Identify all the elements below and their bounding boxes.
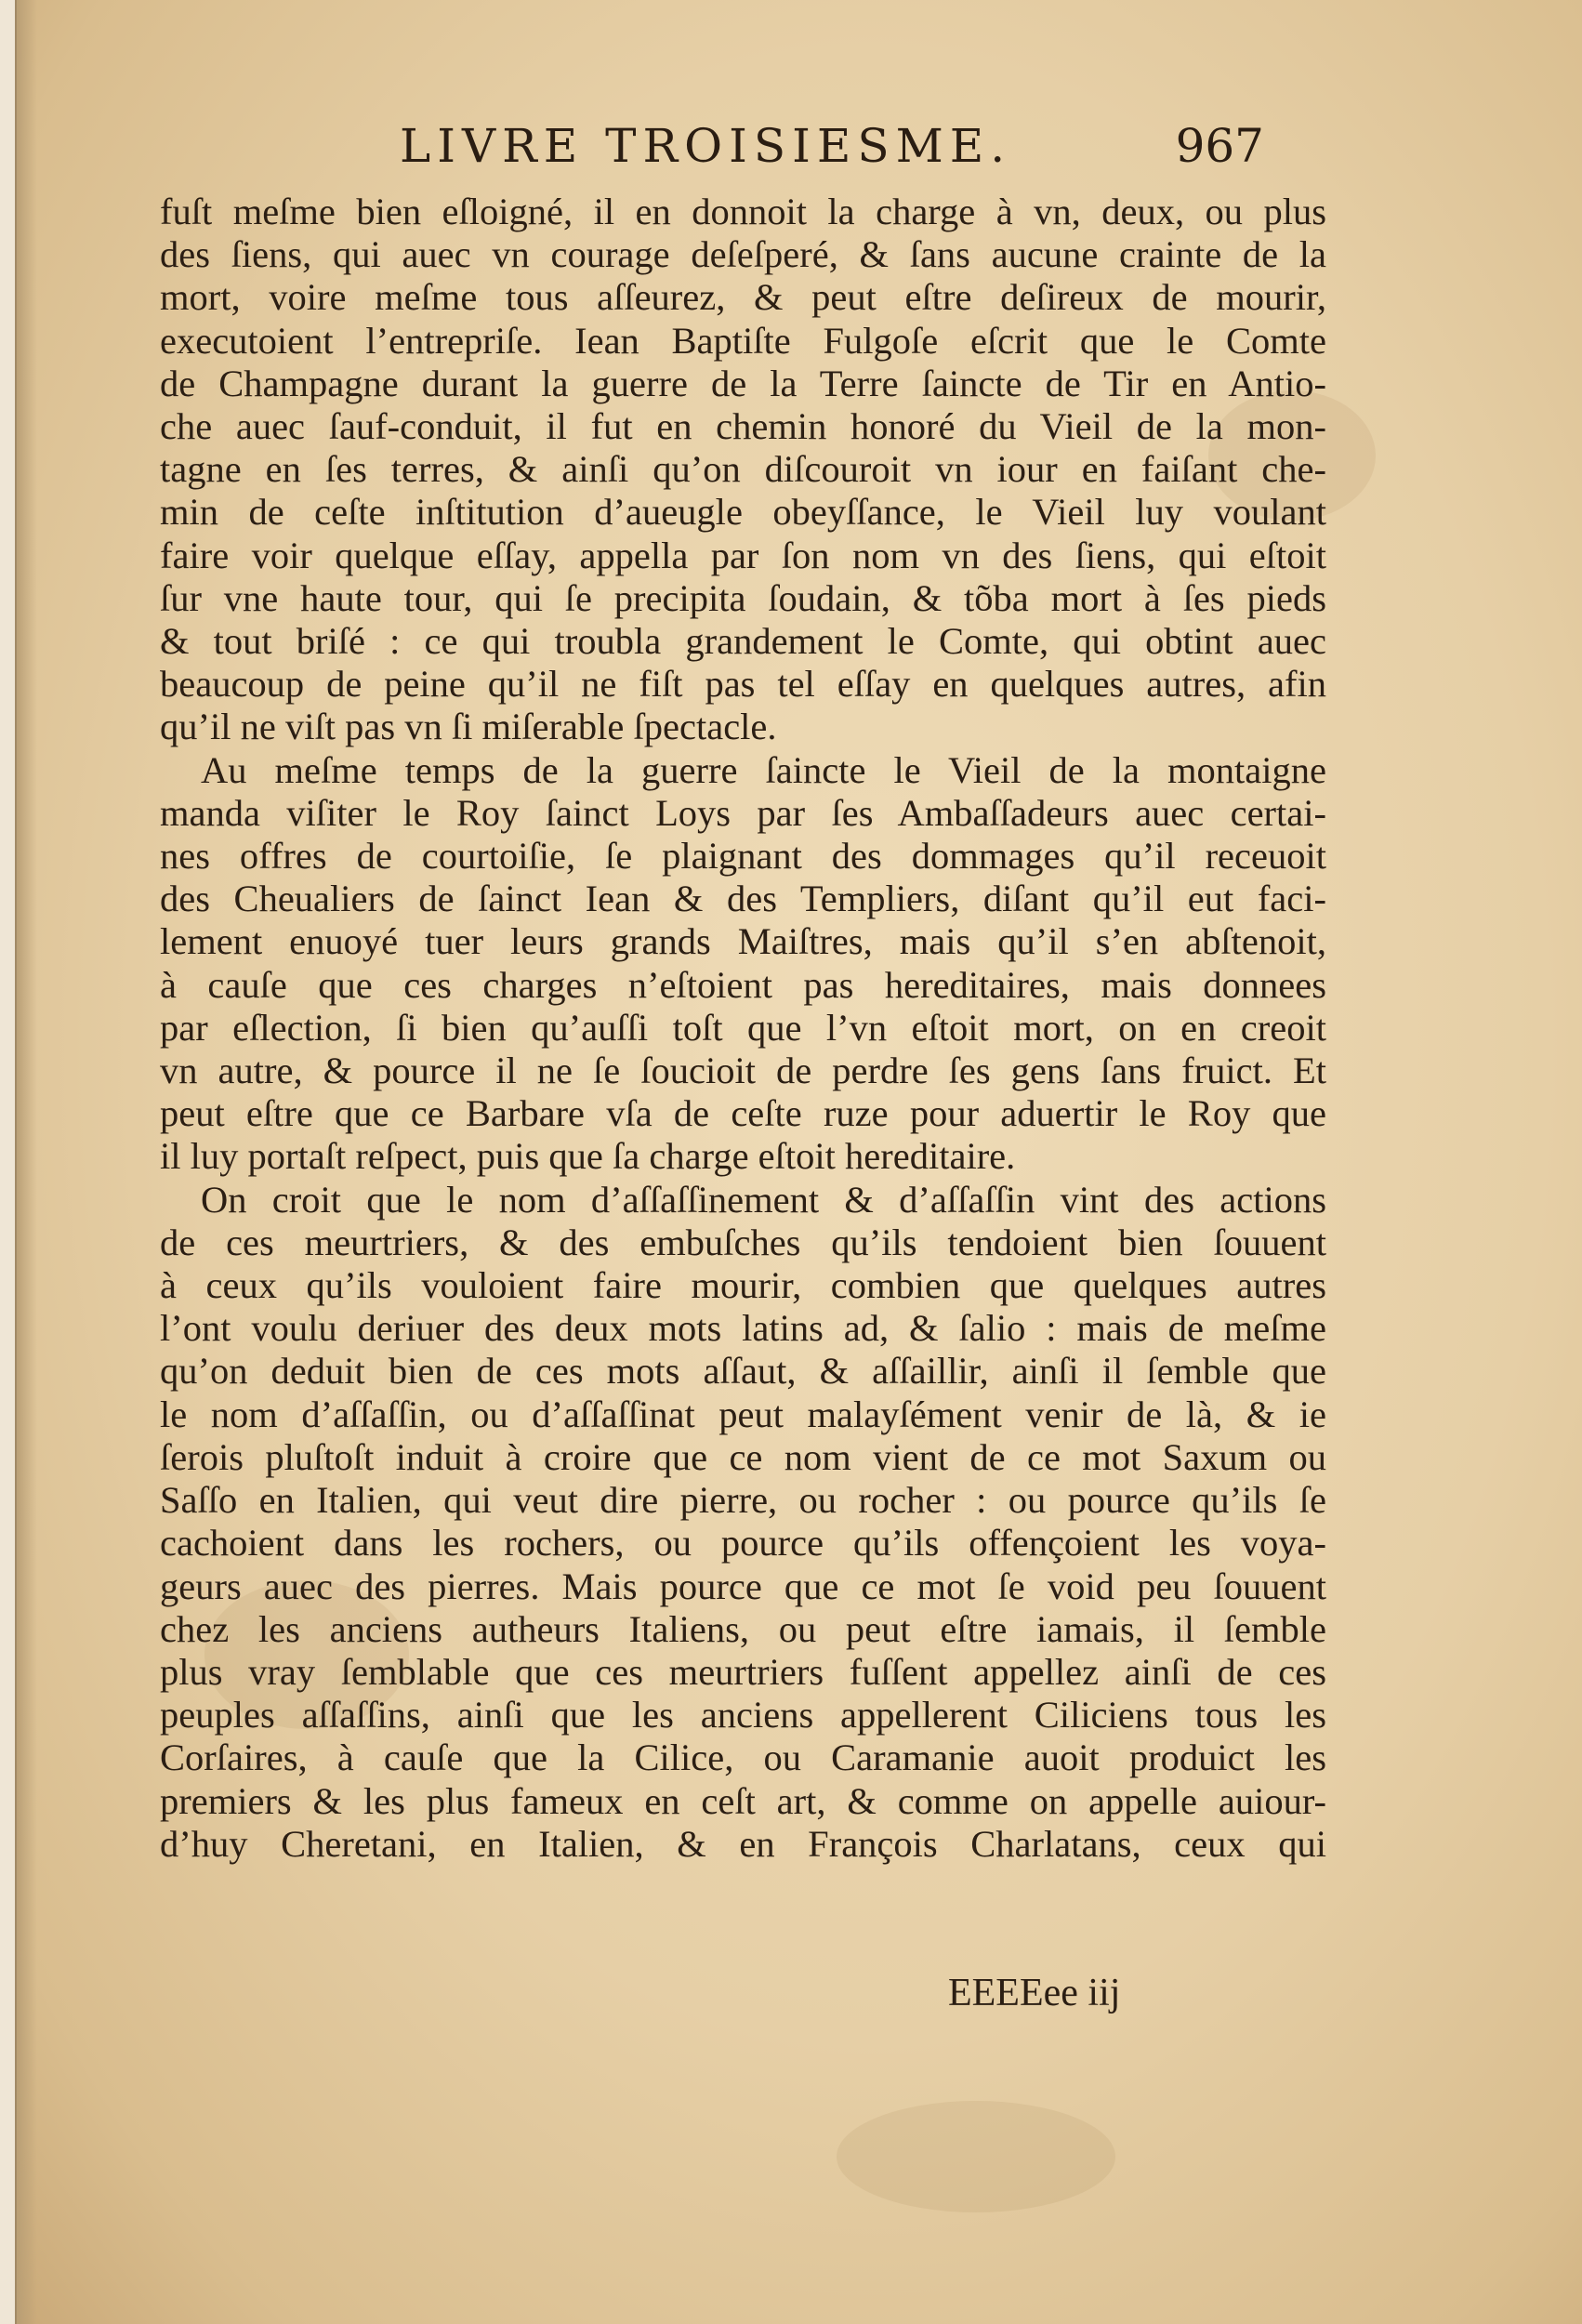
text-line: chez les anciens autheurs Italiens, ou peut eſtre iamais, il ſemble xyxy=(160,1607,1326,1650)
text-line: Corſaires, à cauſe que la Cilice, ou Caramanie auoit produict les xyxy=(160,1736,1326,1779)
text-line: lement enuoyé tuer leurs grands Maiſtres, mais qu’il s’en abſtenoit, xyxy=(160,920,1326,963)
text-line: Saſſo en Italien, qui veut dire pierre, ou rocher : ou pource qu’ils ſe xyxy=(160,1479,1326,1522)
text-line: On croit que le nom d’aſſaſſinement & d’aſſaſſin vint des actions xyxy=(201,1178,1326,1221)
text-line: plus vray ſemblable que ces meurtriers fuſſent appellez ainſi de ces xyxy=(160,1650,1326,1693)
text-line: faire voir quelque eſſay, appella par ſon nom vn des ſiens, qui eſtoit xyxy=(160,534,1326,576)
text-line: peut eſtre que ce Barbare vſa de ceſte ruze pour aduertir le Roy que xyxy=(160,1092,1326,1135)
text-line: qu’il ne viſt pas vn ſi miſerable ſpectacle. xyxy=(160,706,777,748)
text-line: il luy portaſt reſpect, puis que ſa charge eſtoit hereditaire. xyxy=(160,1135,1016,1178)
text-line: mort, voire meſme tous aſſeurez, & peut eſtre deſireux de mourir, xyxy=(160,276,1326,319)
text-line: à cauſe que ces charges n’eſtoient pas hereditaires, mais donnees xyxy=(160,963,1326,1006)
text-line: des Cheualiers de ſainct Iean & des Templiers, diſant qu’il eut faci- xyxy=(160,878,1326,920)
text-line: tagne en ſes terres, & ainſi qu’on diſcouroit vn iour en faiſant che- xyxy=(160,448,1326,491)
page-header xyxy=(167,119,1320,184)
text-line: min de ceſte inſtitution d’aueugle obeyſſance, le Vieil luy voulant xyxy=(160,491,1326,534)
text-line: vn autre, & pource il ne ſe ſoucioit de perdre ſes gens ſans fruict. Et xyxy=(160,1050,1326,1092)
text-line: beaucoup de peine qu’il ne fiſt pas tel eſſay en quelques autres, afin xyxy=(160,663,1326,706)
text-line: d’huy Cheretani, en Italien, & en François Charlatans, ceux qui xyxy=(160,1822,1326,1865)
text-line: à ceux qu’ils vouloient faire mourir, combien que quelques autres xyxy=(160,1264,1326,1307)
text-line: qu’on deduit bien de ces mots aſſaut, & aſſaillir, ainſi il ſemble que xyxy=(160,1350,1326,1393)
text-line: ſerois pluſtoſt induit à croire que ce nom vient de ce mot Saxum ou xyxy=(160,1435,1326,1478)
text-line: peuples aſſaſſins, ainſi que les anciens appellerent Ciliciens tous les xyxy=(160,1694,1326,1736)
text-line: Au meſme temps de la guerre ſaincte le Vieil de la montaigne xyxy=(201,748,1326,791)
text-line: manda viſiter le Roy ſainct Loys par ſes Ambaſſadeurs auec certai- xyxy=(160,791,1326,834)
signature-mark: EEEEee iij xyxy=(948,1972,1121,2014)
text-line: executoient l’entrepriſe. Iean Baptiſte Fulgoſe eſcrit que le Comte xyxy=(160,319,1326,362)
text-line: par eſlection, ſi bien qu’auſſi toſt que l’vn eſtoit mort, on en creoit xyxy=(160,1006,1326,1049)
text-line: de ces meurtriers, & des embuſches qu’ils tendoient bien ſouuent xyxy=(160,1221,1326,1263)
text-line: geurs auec des pierres. Mais pource que ce mot ſe void peu ſouuent xyxy=(160,1565,1326,1607)
text-line: cachoient dans les rochers, ou pource qu’ils offençoient les voya- xyxy=(160,1522,1326,1565)
text-line: fuſt meſme bien eſloigné, il en donnoit la charge à vn, deux, ou plus xyxy=(160,191,1326,232)
text-line: de Champagne durant la guerre de la Terre ſaincte de Tir en Antio- xyxy=(160,362,1326,404)
page-number: 967 xyxy=(1175,119,1264,173)
page-left-edge xyxy=(0,0,17,2324)
running-head: LIVRE TROISIESME. xyxy=(400,119,1012,173)
body-text xyxy=(160,191,1326,1866)
text-line: premiers & les plus fameux en ceſt art, & comme on appelle auiour- xyxy=(160,1779,1326,1822)
text-line: le nom d’aſſaſſin, ou d’aſſaſſinat peut malayſément venir de là, & ie xyxy=(160,1393,1326,1435)
text-line: nes offres de courtoiſie, ſe plaignant des dommages qu’il receuoit xyxy=(160,835,1326,878)
paper-stain xyxy=(837,2101,1115,2212)
text-line: l’ont voulu deriuer des deux mots latins ad, & ſalio : mais de meſme xyxy=(160,1307,1326,1350)
text-line: & tout briſé : ce qui troubla grandement le Comte, qui obtint auec xyxy=(160,620,1326,663)
text-line: che auec ſauf-conduit, il fut en chemin honoré du Vieil de la mon- xyxy=(160,405,1326,448)
text-line: des ſiens, qui auec vn courage deſeſperé, & ſans aucune crainte de la xyxy=(160,233,1326,276)
text-line: ſur vne haute tour, qui ſe precipita ſoudain, & tõba mort à ſes pieds xyxy=(160,576,1326,619)
